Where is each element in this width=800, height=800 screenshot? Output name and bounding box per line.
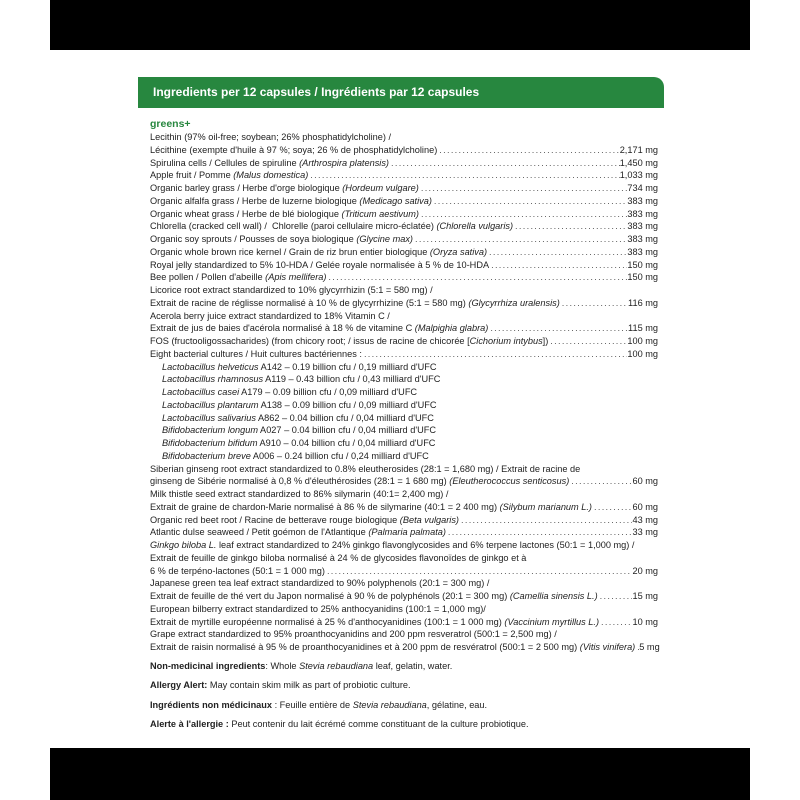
ingredient-amount: 20 mg [632,565,658,576]
ingredient-name [162,361,436,374]
text-segment: leaf, gelatin, water. [373,660,453,671]
text-segment: Extrait de raisin normalisé à 95 % de proanthocyanidines et à 200 ppm de resvératrol (500:1 = 2 500 mg) [150,642,580,652]
ingredient-amount: 33 mg [632,527,658,538]
dot-leader [325,565,633,578]
ingredient-amount: 60 mg [632,501,658,512]
latin-name: Lactobacillus salivarius [162,412,256,423]
text-segment: Licorice root extract standardized to 10% glycyrrhizin (5:1 = 580 mg) / [150,285,433,295]
ingredient-amount: 150 mg [627,259,658,270]
notes-section [150,657,658,735]
latin-name: Ginkgo biloba L. [150,540,217,550]
ingredient-name [150,259,489,272]
text-segment: leaf extract standardized to 24% ginkgo flavonglycosides and 6% terpene lactones (50:1 = 1,000 mg) / [216,540,635,550]
note-line [150,696,658,716]
ingredient-row [150,463,658,476]
culture-row [150,386,658,399]
text-segment: ginseng de Sibérie normalisé à 0,8 % d'éleuthérosides (28:1 = 1 680 mg) [150,476,450,487]
ingredient-name [150,488,448,501]
top-black-bar [50,0,750,50]
latin-name: (Glycyrrhiza uralensis) [468,297,560,308]
ingredient-row [150,131,658,144]
text-segment: Chlorella (cracked cell wall) / Chlorelle (paroi cellulaire micro-éclatée) [150,221,437,232]
ingredient-amount: 60 mg [632,476,658,487]
brand-name: greens+ [150,118,191,130]
ingredient-amount: 383 mg [627,234,658,244]
ingredient-name [150,348,362,361]
note-label: Alerte à l'allergie : [150,719,229,730]
dot-leader [432,195,627,208]
dot-leader [592,501,632,514]
text-segment: 6 % de terpéno-lactones (50:1 = 1 000 mg) [150,565,325,576]
ingredient-amount: 383 mg [627,221,658,232]
ingredient-row [150,577,658,590]
culture-row [150,437,658,450]
ingredient-row [150,488,658,501]
latin-name: (Chlorella vulgaris) [436,221,514,232]
ingredient-amount: 1,450 mg [619,157,658,168]
text-segment: A006 – 0.24 billion cfu / 0,24 milliard d'UFC [250,450,429,461]
text-segment: A138 – 0.09 billion cfu / 0,09 milliard d'UFC [258,399,437,410]
dot-leader [599,616,632,629]
ingredient-name [150,526,446,539]
ingredient-name [150,169,308,182]
text-segment: A179 – 0.09 billion cfu / 0,09 milliard d'UFC [239,387,418,397]
ingredient-row [150,514,658,527]
latin-name: (Triticum aestivum) [341,208,419,219]
text-segment: Grape extract standardized to 95% proanthocyanidins and 200 ppm resveratrol (500:1 = 2,500 mg) / [150,629,557,640]
text-segment: A910 – 0.04 billion cfu / 0,04 milliard d'UFC [257,438,436,448]
text-segment: Bee pollen / Pollen d'abeille [150,272,266,283]
latin-name: (Palmaria palmata) [368,527,446,538]
ingredient-row [150,501,658,514]
ingredient-row [150,603,658,616]
bottom-black-bar [50,748,750,800]
ingredient-row [150,641,658,654]
ingredient-row [150,628,658,641]
text-segment: Organic red beet root / Racine de betterave rouge biologique [150,514,400,525]
ingredient-amount: 115 mg [628,323,658,334]
ingredient-name [150,131,391,144]
text-segment: Royal jelly standardized to 5% 10-HDA / Gelée royale normalisée à 5 % de 10-HDA [150,259,490,270]
ingredient-row [150,233,658,246]
ingredients-header: Ingredients per 12 capsules / Ingrédients par 12 capsules [138,77,664,108]
latin-name: (Eleutherococcus senticosus) [449,476,570,487]
culture-row [150,450,658,463]
latin-name: (Hordeum vulgare) [342,183,419,193]
text-segment: A027 – 0.04 billion cfu / 0,04 milliard d'UFC [258,425,436,436]
dot-leader [488,322,628,335]
latin-name: (Beta vulgaris) [399,514,459,525]
dot-leader [437,144,619,157]
ingredient-list [150,131,658,654]
ingredients-panel [138,73,664,730]
ingredient-row [150,322,658,335]
latin-name: Lactobacillus casei [162,387,240,397]
text-segment: Spirulina cells / Cellules de spiruline [150,157,300,168]
text-segment: Japanese green tea leaf extract standardized to 90% polyphenols (20:1 = 300 mg) / [150,578,490,589]
ingredient-amount: 100 mg [627,336,658,346]
ingredient-amount: 5 mg [639,642,660,652]
ingredient-name [150,565,325,578]
latin-name: (Oryza sativa) [429,246,488,257]
text-segment: Apple fruit / Pomme [150,170,234,181]
dot-leader [487,246,627,259]
ingredient-row [150,246,658,259]
text-segment: , gélatine, eau. [426,699,488,710]
dot-leader [419,182,628,195]
ingredient-name [150,297,560,310]
latin-name: Lactobacillus rhamnosus [162,374,264,385]
ingredient-amount: 383 mg [627,246,658,257]
ingredient-amount: 10 mg [632,616,658,627]
text-segment: : Whole [265,660,300,671]
ingredient-name [162,450,429,463]
ingredient-name [162,412,434,425]
text-segment: Eight bacterial cultures / Huit cultures bactériennes : [150,348,362,359]
ingredient-row [150,526,658,539]
text-segment: Siberian ginseng root extract standardized to 0.8% eleutherosides (28:1 = 1,680 mg) / Extrait de racine de [150,463,581,474]
ingredient-row [150,297,658,310]
text-segment: Organic whole brown rice kernel / Grain de riz brun entier biologique [150,246,430,257]
dot-leader [513,220,627,233]
ingredient-row [150,208,658,221]
ingredient-name [162,386,417,399]
ingredient-amount: 150 mg [627,272,658,283]
latin-name: (Medicago sativa) [359,195,432,206]
dot-leader [413,233,627,246]
text-segment: May contain skim milk as part of probiotic culture. [207,680,411,691]
ingredient-row [150,182,658,195]
ingredient-row [150,539,658,552]
text-segment: Extrait de myrtille européenne normalisé à 25 % d'anthocyanidines (100:1 = 1 000 mg) [150,616,505,627]
latin-name: (Malpighia glabra) [414,323,489,334]
latin-name: Bifidobacterium longum [162,425,259,436]
dot-leader [389,157,620,170]
note-label: Ingrédients non médicinaux [150,699,273,710]
dot-leader [419,208,627,221]
ingredient-name [150,157,389,170]
latin-name: (Apis mellifera) [265,272,327,283]
ingredient-name [150,501,592,514]
ingredient-name [150,233,413,246]
ingredient-name [150,271,326,284]
text-segment: A142 – 0.19 billion cfu / 0,19 milliard d'UFC [258,361,437,372]
dot-leader [308,169,619,182]
latin-name: Stevia rebaudiana [299,660,374,671]
ingredient-name [150,195,432,208]
culture-row [150,399,658,412]
note-line [150,676,658,696]
text-segment: Organic barley grass / Herbe d'orge biologique [150,183,343,193]
ingredient-row [150,271,658,284]
dot-leader [560,297,628,310]
ingredient-row [150,259,658,272]
ingredient-row [150,565,658,578]
ingredient-name [162,437,435,450]
ingredient-amount: 383 mg [627,208,658,219]
ingredient-row [150,220,658,233]
text-segment: Lecithin (97% oil-free; soybean; 26% phosphatidylcholine) / [150,132,392,142]
text-segment: Extrait de racine de réglisse normalisé à 10 % de glycyrrhizine (5:1 = 580 mg) [150,297,469,308]
latin-name: (Vitis vinifera) [579,642,636,652]
ingredient-name [150,322,488,335]
culture-row [150,424,658,437]
text-segment: Milk thistle seed extract standardized to 86% silymarin (40:1= 2,400 mg) / [150,489,449,499]
ingredient-name [150,616,599,629]
latin-name: (Silybum marianum L.) [499,501,592,512]
latin-name: Lactobacillus plantarum [162,399,259,410]
ingredient-name [150,246,487,259]
text-segment: Atlantic dulse seaweed / Petit goémon de l'Atlantique [150,527,369,538]
dot-leader [569,475,632,488]
ingredient-amount: 100 mg [627,348,658,359]
ingredient-name [150,603,486,616]
note-label: Non-medicinal ingredients [150,660,266,671]
note-label: Allergy Alert: [150,680,208,691]
ingredient-name [150,182,419,195]
ingredient-amount: 43 mg [632,514,658,525]
ingredient-row [150,157,658,170]
ingredient-name [150,463,580,476]
text-segment: Organic alfalfa grass / Herbe de luzerne biologique [150,195,360,206]
ingredient-amount: 383 mg [627,195,658,206]
ingredient-row [150,310,658,323]
latin-name: Bifidobacterium breve [162,450,251,461]
dot-leader [548,335,627,348]
ingredient-name [162,373,440,386]
culture-row [150,412,658,425]
latin-name: Lactobacillus helveticus [162,361,259,372]
dot-leader [459,514,632,527]
ingredient-name [150,641,635,654]
culture-row [150,361,658,374]
text-segment: Extrait de graine de chardon-Marie normalisé à 86 % de silymarine (40:1 = 2 400 mg) [150,501,500,512]
ingredient-amount: 2,171 mg [619,144,658,155]
latin-name: Bifidobacterium bifidum [162,438,258,448]
dot-leader [489,259,627,272]
ingredient-name [162,399,436,412]
culture-row [150,373,658,386]
latin-name: Stevia rebaudiana [352,699,427,710]
ingredient-name [150,335,548,348]
ingredient-name [150,220,513,233]
dot-leader [598,590,633,603]
ingredient-row [150,195,658,208]
latin-name: (Glycine max) [356,234,413,244]
ingredient-name [150,628,557,641]
text-segment: A862 – 0.04 billion cfu / 0,04 milliard d'UFC [255,412,434,423]
ingredient-name [150,208,419,221]
ingredient-row [150,335,658,348]
text-segment: Acerola berry juice extract standardized to 18% Vitamin C / [150,310,390,321]
text-segment: ]) [542,336,549,346]
dot-leader [326,271,627,284]
ingredient-row [150,144,658,157]
text-segment: Organic soy sprouts / Pousses de soya biologique [150,234,357,244]
ingredient-row [150,169,658,182]
ingredients-content [150,117,658,735]
text-segment: Extrait de feuille de ginkgo biloba normalisé à 24 % de glycosides flavonoïdes de ginkgo et à [150,552,527,563]
ingredient-row [150,616,658,629]
ingredient-row [150,348,658,361]
ingredient-name [150,539,634,552]
ingredient-name [150,475,569,488]
ingredient-name [150,310,390,323]
ingredient-name [150,514,459,527]
note-line [150,657,658,677]
dot-leader [362,348,627,361]
text-segment: European bilberry extract standardized to 25% anthocyanidins (100:1 = 1,000 mg)/ [150,603,486,614]
ingredient-row [150,284,658,297]
ingredient-amount: 15 mg [632,591,658,601]
ingredient-name [150,590,598,603]
ingredient-name [150,577,489,590]
ingredient-amount: 734 mg [627,183,658,193]
text-segment: FOS (fructooligossacharides) (from chicory root; / issus de racine de chicorée [ [150,336,470,346]
latin-name: (Camellia sinensis L.) [509,591,598,601]
latin-name: (Vaccinium myrtillus L.) [504,616,600,627]
ingredient-name [162,424,436,437]
ingredient-name [150,284,433,297]
text-segment: Organic wheat grass / Herbe de blé biologique [150,208,342,219]
latin-name: (Malus domestica) [233,170,309,181]
text-segment: : Feuille entière de [272,699,353,710]
ingredient-row [150,552,658,565]
ingredient-name [150,552,526,565]
text-segment: Extrait de jus de baies d'acérola normalisé à 18 % de vitamine C [150,323,415,334]
dot-leader [446,526,633,539]
text-segment: Peut contenir du lait écrémé comme constituant de la culture probiotique. [228,719,529,730]
ingredient-amount: 1,033 mg [619,170,658,181]
text-segment: A119 – 0.43 billion cfu / 0,43 milliard d'UFC [263,374,441,385]
ingredient-name [150,144,437,157]
ingredient-row [150,590,658,603]
latin-name: (Arthrospira platensis) [299,157,389,168]
text-segment: Extrait de feuille de thé vert du Japon normalisé à 90 % de polyphénols (20:1 = 300 mg) [150,591,510,601]
ingredient-row [150,475,658,488]
ingredient-amount: 116 mg [628,297,658,308]
text-segment: Lécithine (exempte d'huile à 97 %; soya; 26 % de phosphatidylcholine) [150,144,438,155]
latin-name: Cichorium intybus [469,336,543,346]
note-line [150,715,658,735]
